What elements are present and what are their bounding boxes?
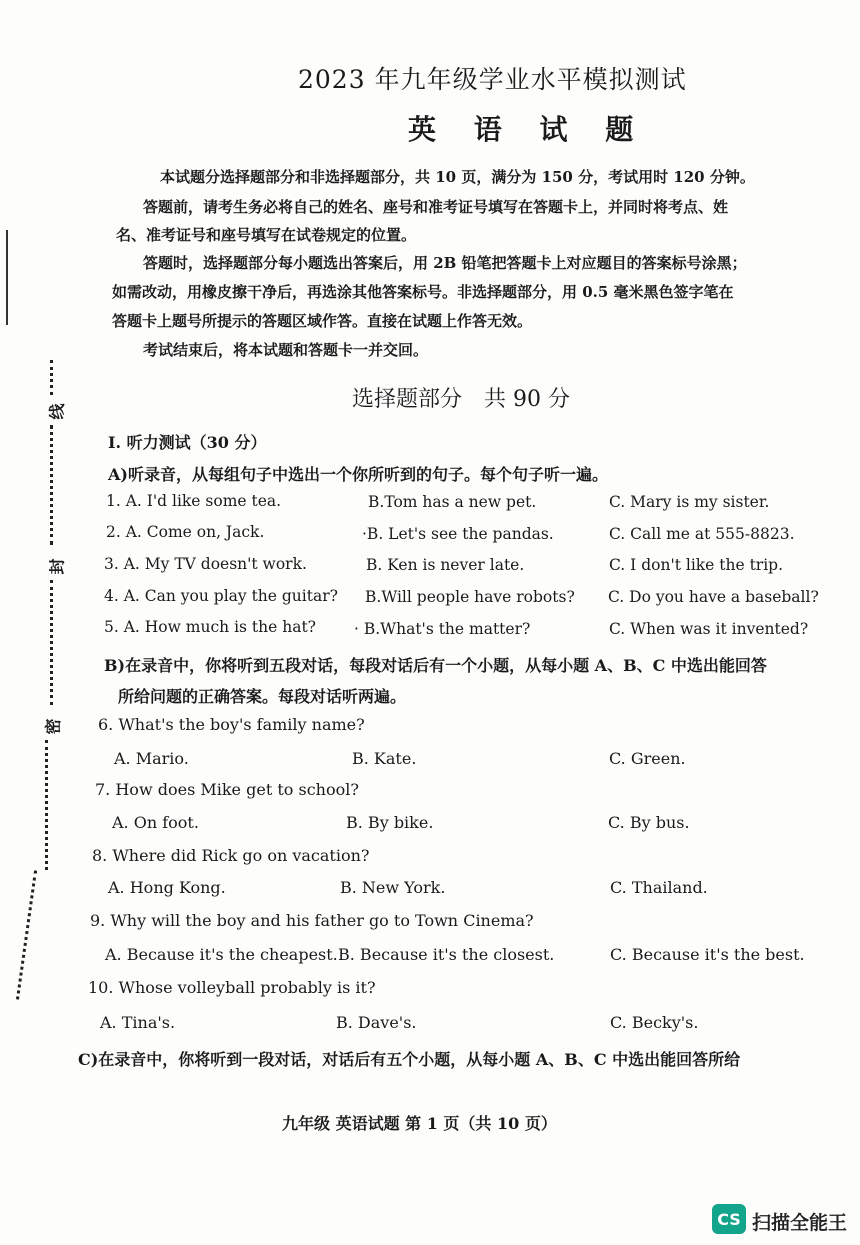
sentence-option-c: C. Do you have a baseball? [608,588,819,606]
camscanner-watermark-text: 扫描全能王 [752,1212,848,1234]
sentence-option-b: B.Will people have robots? [365,588,575,606]
instruction-line: 如需改动，用橡皮擦干净后，再选涂其他答案标号。非选择题部分，用 0.5 毫米黑色签字笔在 [112,283,734,301]
question-text: 6. What's the boy's family name? [98,715,365,734]
answer-option-b: B. Kate. [352,749,417,768]
sentence-option-a: 3. A. My TV doesn't work. [104,555,307,573]
sentence-option-b: ·B. Let's see the pandas. [362,525,554,543]
question-text: 9. Why will the boy and his father go to Town Cinema? [90,911,534,930]
binding-char-secret: 密 [43,718,63,735]
part-c-instruction: C)在录音中，你将听到一段对话，对话后有五个小题，从每小题 A、B、C 中选出能回答所给 [78,1050,741,1069]
part-a-instruction: A)听录音，从每组句子中选出一个你所听到的句子。每个句子听一遍。 [108,465,608,484]
answer-option-a: A. Tina's. [100,1013,176,1032]
section-heading: 选择题部分 共 90 分 [352,387,570,412]
sentence-option-c: C. When was it invented? [609,620,809,638]
answer-option-b: B. By bike. [346,813,434,832]
page-subtitle: 英 语 试 题 [408,113,648,146]
sentence-option-c: C. Call me at 555-8823. [609,525,795,543]
instruction-line: 名、准考证号和座号填写在试卷规定的位置。 [116,226,417,244]
instruction-line: 本试题分选择题部分和非选择题部分，共 10 页，满分为 150 分，考试用时 120 分钟。 [160,168,755,186]
instruction-line: 答题时，选择题部分每小题选出答案后，用 2B 铅笔把答题卡上对应题目的答案标号涂黑； [143,254,747,272]
page-title: 2023 年九年级学业水平模拟测试 [298,65,687,94]
binding-dotted-line [50,425,53,545]
part-heading: I. 听力测试（30 分） [108,433,267,452]
part-b-instruction: B)在录音中，你将听到五段对话，每段对话后有一个小题，从每小题 A、B、C 中选出能回答 [104,656,767,675]
answer-option-b: B. Because it's the closest. [338,945,555,964]
sentence-option-c: C. I don't like the trip. [609,556,784,574]
sentence-option-b: B.Tom has a new pet. [368,493,537,511]
binding-dotted-line [45,740,48,870]
answer-option-a: A. Because it's the cheapest. [105,945,338,964]
question-text: 8. Where did Rick go on vacation? [92,846,370,865]
answer-option-c: C. Becky's. [610,1013,699,1032]
sentence-option-a: 5. A. How much is the hat? [104,618,316,636]
binding-edge-line [6,230,8,325]
page-footer: 九年级 英语试题 第 1 页（共 10 页） [282,1114,557,1133]
answer-option-b: B. Dave's. [336,1013,417,1032]
answer-option-a: A. Mario. [114,749,189,768]
answer-option-a: A. Hong Kong. [108,878,226,897]
question-text: 10. Whose volleyball probably is it? [88,978,376,997]
sentence-option-b: B. Ken is never late. [366,556,525,574]
binding-dotted-line [16,870,37,999]
instruction-line: 答题卡上题号所提示的答题区域作答。直接在试题上作答无效。 [112,312,533,330]
answer-option-c: C. Because it's the best. [610,945,805,964]
question-text: 7. How does Mike get to school? [95,780,359,799]
camscanner-logo-icon: CS [712,1204,746,1234]
binding-char-seal: 封 [47,558,67,575]
binding-dotted-line [50,580,53,705]
sentence-option-c: C. Mary is my sister. [609,493,770,511]
answer-option-c: C. Green. [609,749,686,768]
binding-dotted-line [50,360,53,395]
part-b-instruction-cont: 所给问题的正确答案。每段对话听两遍。 [118,687,407,706]
answer-option-a: A. On foot. [112,813,199,832]
instruction-line: 考试结束后，将本试题和答题卡一并交回。 [143,341,429,359]
sentence-option-b: · B.What's the matter? [354,620,531,638]
answer-option-c: C. Thailand. [610,878,708,897]
instruction-line: 答题前，请考生务必将自己的姓名、座号和准考证号填写在答题卡上，并同时将考点、姓 [143,198,729,216]
sentence-option-a: 2. A. Come on, Jack. [106,523,265,541]
answer-option-c: C. By bus. [608,813,690,832]
sentence-option-a: 1. A. I'd like some tea. [106,492,282,510]
sentence-option-a: 4. A. Can you play the guitar? [104,587,338,605]
answer-option-b: B. New York. [340,878,446,897]
binding-char-line: 线 [47,403,67,420]
